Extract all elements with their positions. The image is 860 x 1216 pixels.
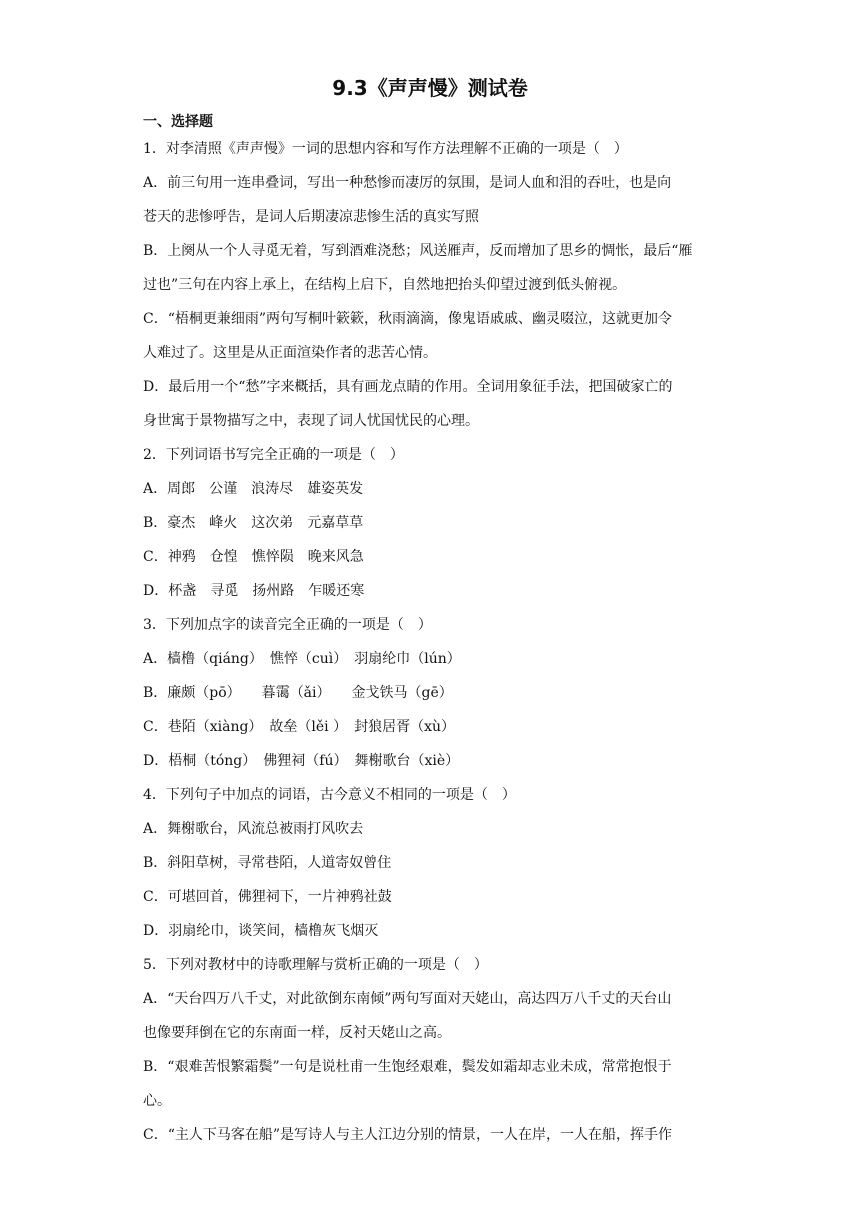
question-1-stem: 1．对李清照《声声慢》一词的思想内容和写作方法理解不正确的一项是（ ） <box>143 141 628 157</box>
question-4-option-d <box>143 921 718 941</box>
page-title: 9.3《声声慢》测试卷 <box>332 76 528 100</box>
dotted-char: 风 <box>237 821 252 837</box>
option-text: 巷陌，人道寄奴曾住 <box>265 855 392 871</box>
question-3-option-c <box>143 717 718 737</box>
option-text: （xù） <box>410 719 456 735</box>
option-text: （cuì） 羽扇纶巾（ <box>297 651 425 667</box>
question-4-option-b <box>143 853 718 873</box>
question-2-option-c: C．神鸦 仓惶 憔悴陨 晚来风急 <box>143 549 364 565</box>
question-3-option-d <box>143 751 718 771</box>
question-3-option-a <box>143 649 718 669</box>
option-text: B．斜阳草树， <box>143 855 238 871</box>
question-2-stem: 2．下列词语书写完全正确的一项是（ ） <box>143 447 404 463</box>
dotted-char: 寻 <box>237 855 252 871</box>
question-2-option-a: A．周郎 公谨 浪涛尽 雄姿英发 <box>143 481 364 497</box>
dotted-char: 颇 <box>181 685 196 701</box>
question-1-option-a: A．前三句用一连串叠词，写出一种愁惨而凄厉的氛围，是词人血和泪的吞吐，也是向 <box>143 175 672 191</box>
option-text: A．舞榭歌台， <box>143 821 238 837</box>
question-5-option-a: A．“天台四万八千丈，对此欲倒东南倾”两句写面对天姥山，高达四万八千丈的天台山 <box>143 991 672 1007</box>
dotted-char: 流 <box>251 821 266 837</box>
question-5-option-b-cont: 心。 <box>143 1093 171 1109</box>
question-3-stem: 3．下列加点字的读音完全正确的一项是（ ） <box>143 617 432 633</box>
question-1-option-a-cont: 苍天的悲惨呼告，是词人后期凄凉悲惨生活的真实写照 <box>143 209 479 225</box>
dotted-char: 扇 <box>182 923 197 939</box>
option-text: ） <box>446 651 461 667</box>
dotted-char: 巷 <box>167 719 182 735</box>
option-text: ，佛狸祠下，一片神鸦社鼓 <box>223 889 392 905</box>
question-4-option-c <box>143 887 718 907</box>
dotted-char: 樯 <box>167 651 182 667</box>
dotted-char: 胥 <box>396 719 411 735</box>
question-2-option-d: D．杯盏 寻觅 扬州路 乍暖还寒 <box>143 583 365 599</box>
dotted-char: 首 <box>209 889 224 905</box>
question-4-stem: 4．下列句子中加点的词语，古今意义不相同的一项是（ ） <box>143 787 516 803</box>
question-1-option-b: B．上阕从一个人寻觅无着，写到酒难浇愁；风送雁声，反而增加了思乡的惆怅，最后“雁 <box>143 243 693 259</box>
dotted-char: 羽 <box>168 923 183 939</box>
option-text: 歌台（xiè） <box>382 753 460 769</box>
option-text: （ǎi） 金 <box>289 685 366 701</box>
dotted-char: 垒 <box>283 719 298 735</box>
question-1-option-d-cont: 身世寓于景物描写之中，表现了词人忧国忧民的心理。 <box>143 413 479 429</box>
option-text: D．梧 <box>143 753 183 769</box>
option-text: （lěi ） 封狼居 <box>297 719 397 735</box>
question-2-option-b: B．豪杰 峰火 这次弟 元嘉草草 <box>143 515 364 531</box>
option-text: （tóng） <box>196 753 264 769</box>
dotted-char: 桐 <box>182 753 197 769</box>
option-text: D． <box>143 923 169 939</box>
section-heading: 一、选择题 <box>143 114 213 130</box>
dotted-char: 常 <box>251 855 266 871</box>
dotted-char: 回 <box>195 889 210 905</box>
option-text: B．廉 <box>143 685 182 701</box>
question-1-option-b-cont: 过也”三句在内容上承上，在结构上启下，自然地把抬头仰望过渡到低头俯视。 <box>143 277 627 293</box>
option-text: （pō） 暮 <box>195 685 276 701</box>
option-text: C． <box>143 719 168 735</box>
option-text: C．可堪 <box>143 889 196 905</box>
option-text: 橹（qiáng） 憔 <box>181 651 284 667</box>
question-5-option-b: B．“艰难苦恨繁霜鬓”一句是说杜甫一生饱经艰难，鬓发如霜却志业未成，常常抱恨于 <box>143 1059 672 1075</box>
question-4-option-a <box>143 819 718 839</box>
option-text: 纶巾，谈笑间，樯橹灰飞烟灭 <box>196 923 379 939</box>
dotted-char: 戈 <box>365 685 380 701</box>
option-text: 狸祠（fú） 舞 <box>277 753 369 769</box>
option-text: 总被雨打风吹去 <box>265 821 364 837</box>
dotted-char: 佛 <box>263 753 278 769</box>
question-3-option-b <box>143 683 718 703</box>
dotted-char: 榭 <box>368 753 383 769</box>
option-text: A． <box>143 651 168 667</box>
question-1-option-d: D．最后用一个“愁”字来概括，具有画龙点睛的作用。全词用象征手法，把国破家亡的 <box>143 379 673 395</box>
question-5-stem: 5．下列对教材中的诗歌理解与赏析正确的一项是（ ） <box>143 957 488 973</box>
dotted-char: 悴 <box>283 651 298 667</box>
question-5-option-c: C．“主人下马客在船”是写诗人与主人江边分别的情景，一人在岸，一人在船，挥手作 <box>143 1127 673 1143</box>
dotted-char: 霭 <box>275 685 290 701</box>
question-5-option-a-cont: 也像要拜倒在它的东南面一样，反衬天姥山之高。 <box>143 1025 451 1041</box>
question-1-option-c-cont: 人难过了。这里是从正面渲染作者的悲苦心情。 <box>143 345 437 361</box>
option-text: 陌（xiàng） 故 <box>181 719 284 735</box>
question-1-option-c: C．“梧桐更兼细雨”两句写桐叶簌簌，秋雨滴滴，像鬼语戚戚、幽灵啜泣，这就更加令 <box>143 311 673 327</box>
dotted-char: lún <box>424 651 447 667</box>
option-text: 铁马（gē） <box>379 685 453 701</box>
